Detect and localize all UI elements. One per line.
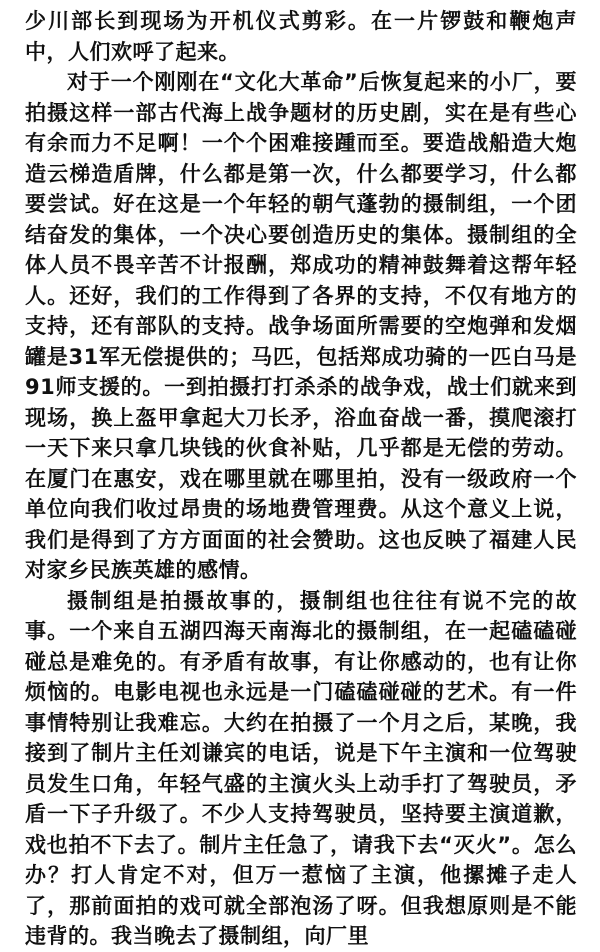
- body-text: [25, 6, 577, 952]
- paragraph-2: 对于一个刚刚在“文化大革命”后恢复起来的小厂，要拍摄这样一部古代海上战争题材的历史剧，实在是有些心有余而力不足啊！一个个困难接踵而至。要造战船造大炮造云梯造盾牌，什么都是第一次，什么都要学习，什么都要尝试。好在这是一个年轻的朝气蓬勃的摄制组，一个团结奋发的集体，一个决心要创造历史的集体。摄制组的全体人员不畏辛苦不计报酬，郑成功的精神鼓舞着这帮年轻人。还好，我们的工作得到了各界的支持，不仅有地方的支持，还有部队的支持。战争场面所需要的空炮弹和发烟罐是31军无偿提供的；马匹，包括郑成功骑的一匹白马是91师支援的。一到拍摄打打杀杀的战争戏，战士们就来到现场，换上盔甲拿起大刀长矛，浴血奋战一番，摸爬滚打一天下来只拿几块钱的伙食补贴，几乎都是无偿的劳动。在厦门在惠安，戏在哪里就在哪里拍，没有一级政府一个单位向我们收过昂贵的场地费管理费。从这个意义上说，我们是得到了方方面面的社会赞助。这也反映了福建人民对家乡民族英雄的感情。: [25, 70, 577, 582]
- paragraph-1: 少川部长到现场为开机仪式剪彩。在一片锣鼓和鞭炮声中，人们欢呼了起来。: [25, 9, 577, 64]
- paragraph-3: 摄制组是拍摄故事的，摄制组也往往有说不完的故事。一个来自五湖四海天南海北的摄制组，在一起磕磕碰碰总是难免的。有矛盾有故事，有让你感动的，也有让你烦恼的。电影电视也永远是一门磕磕碰碰的艺术。有一件事情特别让我难忘。大约在拍摄了一个月之后，某晚，我接到了制片主任刘谦宾的电话，说是下午主演和一位驾驶员发生口角，年轻气盛的主演火头上动手打了驾驶员，矛盾一下子升级了。不少人支持驾驶员，坚持要主演道歉，戏也拍不下去了。制片主任急了，请我下去“灭火”。怎么办？打人肯定不对，但万一惹恼了主演，他摞摊子走人了，那前面拍的戏可就全部泡汤了呀。但我想原则是不能违背的。我当晚去了摄制组，向厂里: [25, 588, 577, 948]
